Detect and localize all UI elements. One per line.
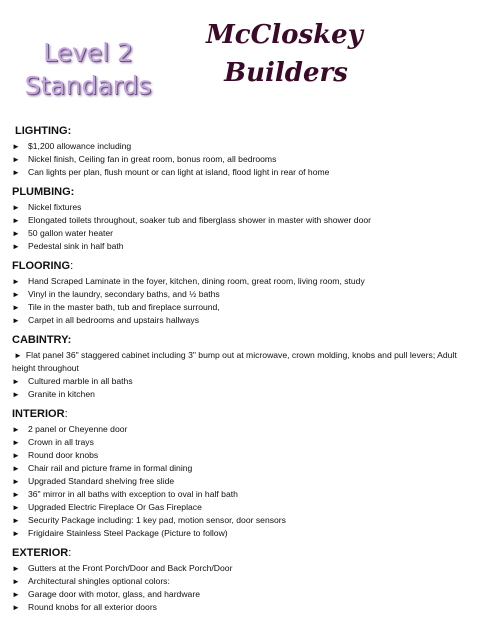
list-item bbox=[12, 153, 474, 166]
list-item bbox=[12, 388, 474, 401]
list-item-text: Nickel fixtures bbox=[28, 202, 82, 212]
bullet-arrow-icon: ► bbox=[12, 142, 20, 151]
list-item-text: Cultured marble in all baths bbox=[28, 376, 133, 386]
list-item bbox=[12, 562, 474, 575]
list-item bbox=[12, 514, 474, 527]
interior-section bbox=[12, 407, 474, 540]
company-name-line-1: McCloskey bbox=[206, 20, 363, 50]
list-item bbox=[12, 275, 474, 288]
list-item bbox=[12, 588, 474, 601]
cabinetry-section bbox=[12, 333, 474, 401]
list-item-text: Round knobs for all exterior doors bbox=[28, 602, 157, 612]
bullet-arrow-icon: ► bbox=[12, 377, 20, 386]
bullet-arrow-icon: ► bbox=[12, 203, 20, 212]
section-heading: CABINTRY: bbox=[12, 334, 72, 346]
document-header bbox=[0, 0, 480, 120]
exterior-section bbox=[12, 546, 474, 614]
list-item-text: Gutters at the Front Porch/Door and Back Porch/Door bbox=[28, 563, 233, 573]
level-title-line-2: Standards bbox=[24, 71, 152, 100]
section-heading: EXTERIOR: bbox=[12, 547, 72, 559]
plumbing-items bbox=[12, 201, 474, 253]
list-item bbox=[12, 214, 474, 227]
list-item-text: Nickel finish, Ceiling fan in great room, bonus room, all bedrooms bbox=[28, 154, 277, 164]
list-item bbox=[12, 601, 474, 614]
level-standards-title bbox=[18, 36, 158, 102]
level-title-line-1: Level 2 bbox=[43, 38, 133, 67]
list-item bbox=[12, 488, 474, 501]
list-item-text: $1,200 allowance including bbox=[28, 141, 132, 151]
cabinetry-items bbox=[12, 349, 474, 401]
list-item-text: Round door knobs bbox=[28, 450, 99, 460]
section-heading: INTERIOR: bbox=[12, 408, 68, 420]
list-item-text: Carpet in all bedrooms and upstairs hallways bbox=[28, 315, 200, 325]
list-item bbox=[12, 575, 474, 588]
list-item-text: Security Package including: 1 key pad, motion sensor, door sensors bbox=[28, 515, 286, 525]
list-item-text: Upgraded Standard shelving free slide bbox=[28, 476, 175, 486]
bullet-arrow-icon: ► bbox=[12, 277, 20, 286]
bullet-arrow-icon: ► bbox=[12, 490, 20, 499]
bullet-arrow-icon: ► bbox=[12, 229, 20, 238]
bullet-arrow-icon: ► bbox=[12, 168, 20, 177]
lighting-section bbox=[12, 124, 474, 179]
list-item bbox=[12, 227, 474, 240]
bullet-arrow-icon: ► bbox=[12, 564, 20, 573]
list-item bbox=[12, 240, 474, 253]
lighting-items bbox=[12, 140, 474, 179]
flooring-section bbox=[12, 259, 474, 327]
bullet-arrow-icon: ► bbox=[12, 603, 20, 612]
interior-items bbox=[12, 423, 474, 540]
section-heading: FLOORING: bbox=[12, 260, 74, 272]
list-item bbox=[12, 449, 474, 462]
bullet-arrow-icon: ► bbox=[12, 390, 20, 399]
section-heading: PLUMBING: bbox=[12, 186, 75, 198]
company-name-title bbox=[206, 16, 363, 92]
bullet-arrow-icon: ► bbox=[12, 477, 20, 486]
list-item bbox=[12, 314, 474, 327]
list-item-text: Pedestal sink in half bath bbox=[28, 241, 124, 251]
list-item-text: 50 gallon water heater bbox=[28, 228, 114, 238]
list-item bbox=[12, 201, 474, 214]
plumbing-section bbox=[12, 185, 474, 253]
bullet-arrow-icon: ► bbox=[12, 155, 20, 164]
bullet-arrow-icon: ► bbox=[14, 351, 22, 360]
company-name-line-2: Builders bbox=[224, 58, 348, 88]
list-item-text: Flat panel 36" staggered cabinet including 3" bump out at microwave, crown molding, knobs and pull levers; Adult height throughout bbox=[12, 350, 457, 373]
exterior-items bbox=[12, 562, 474, 614]
bullet-arrow-icon: ► bbox=[12, 451, 20, 460]
bullet-arrow-icon: ► bbox=[12, 425, 20, 434]
list-item-text: Vinyl in the laundry, secondary baths, and ½ baths bbox=[28, 289, 220, 299]
list-item-text: Crown in all trays bbox=[28, 437, 94, 447]
list-item bbox=[12, 140, 474, 153]
list-item-text: Granite in kitchen bbox=[28, 389, 95, 399]
bullet-arrow-icon: ► bbox=[12, 290, 20, 299]
section-heading: LIGHTING: bbox=[15, 125, 72, 137]
list-item bbox=[12, 527, 474, 540]
list-item bbox=[12, 301, 474, 314]
list-item-text: 36" mirror in all baths with exception to oval in half bath bbox=[28, 489, 238, 499]
bullet-arrow-icon: ► bbox=[12, 516, 20, 525]
list-item bbox=[12, 375, 474, 388]
bullet-arrow-icon: ► bbox=[12, 216, 20, 225]
list-item-text: 2 panel or Cheyenne door bbox=[28, 424, 128, 434]
bullet-arrow-icon: ► bbox=[12, 590, 20, 599]
list-item-text: Can lights per plan, flush mount or can light at island, flood light in rear of home bbox=[28, 167, 330, 177]
list-item-text: Tile in the master bath, tub and fireplace surround, bbox=[28, 302, 220, 312]
list-item-text: Frigidaire Stainless Steel Package (Picture to follow) bbox=[28, 528, 228, 538]
bullet-arrow-icon: ► bbox=[12, 303, 20, 312]
list-item-text: Chair rail and picture frame in formal dining bbox=[28, 463, 193, 473]
list-item bbox=[12, 288, 474, 301]
list-item bbox=[12, 166, 474, 179]
list-item bbox=[12, 423, 474, 436]
list-item-text: Architectural shingles optional colors: bbox=[28, 576, 170, 586]
bullet-arrow-icon: ► bbox=[12, 464, 20, 473]
list-item-text: Garage door with motor, glass, and hardware bbox=[28, 589, 200, 599]
list-item bbox=[12, 501, 474, 514]
bullet-arrow-icon: ► bbox=[12, 529, 20, 538]
bullet-arrow-icon: ► bbox=[12, 503, 20, 512]
standards-list bbox=[12, 124, 474, 620]
bullet-arrow-icon: ► bbox=[12, 438, 20, 447]
bullet-arrow-icon: ► bbox=[12, 242, 20, 251]
list-item-text: Upgraded Electric Fireplace Or Gas Fireplace bbox=[28, 502, 202, 512]
list-item bbox=[12, 436, 474, 449]
list-item bbox=[12, 475, 474, 488]
bullet-arrow-icon: ► bbox=[12, 577, 20, 586]
flooring-items bbox=[12, 275, 474, 327]
list-item bbox=[12, 349, 474, 375]
list-item bbox=[12, 462, 474, 475]
list-item-text: Elongated toilets throughout, soaker tub and fiberglass shower in master with shower door bbox=[28, 215, 371, 225]
bullet-arrow-icon: ► bbox=[12, 316, 20, 325]
list-item-text: Hand Scraped Laminate in the foyer, kitchen, dining room, great room, living room, study bbox=[28, 276, 365, 286]
